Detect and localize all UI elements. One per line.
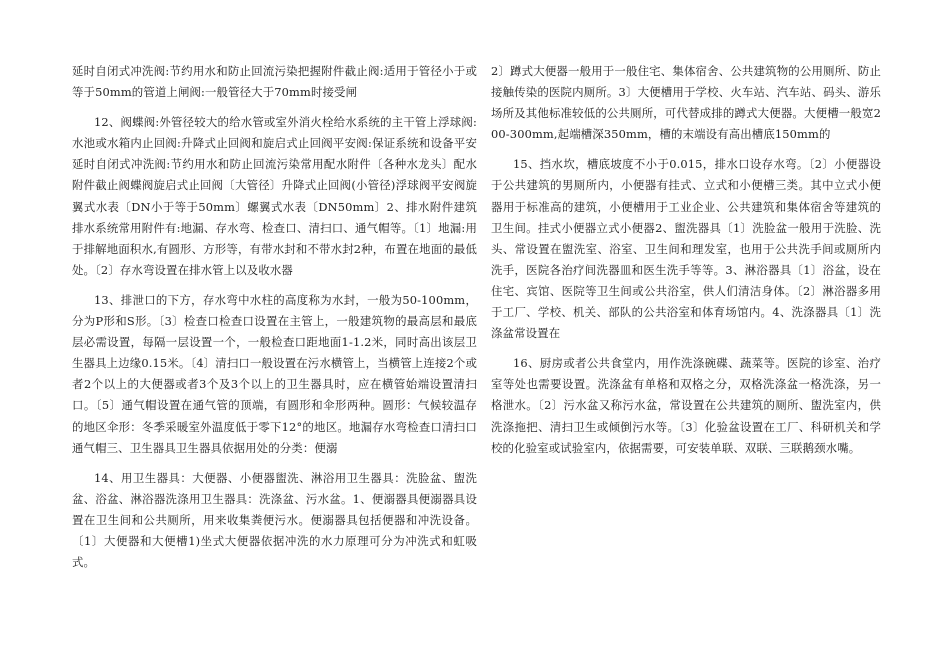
paragraph-16-sinks-basins: 16、厨房或者公共食堂内，用作洗涤碗碟、蔬菜等。医院的诊室、治疗室等处也需要设置。洗涤盆有单格和双格之分，双格洗涤盆一格洗涤，另一格泄水。〔2〕污水盆又称污水盆，常设置在公共建筑的厕所、盥洗室内，供洗涤拖把、清扫卫生或倾倒污水等。〔3〕化验盆设置在工厂、科研机关和学校的化验室或试验室内，依据需要，可安装单联、双联、三联鹅颈水嘴。 (491, 356, 881, 455)
left-column (72, 61, 477, 575)
paragraph-squat-toilet-trough: 2〕蹲式大便器一般用于一般住宅、集体宿舍、公共建筑物的公用厕所、防止接触传染的医院内厕所。3〕大便槽用于学校、火车站、汽车站、码头、游乐场所及其他标准较低的公共厕所，可代替成排的蹲式大便器。大便槽一般宽200-300mm,起端槽深350mm，槽的末端设有高出槽底150mm的 (491, 64, 881, 142)
paragraph-15-urinals-washing-fixtures: 15、挡水坎，槽底坡度不小于0.015，排水口设存水弯。〔2〕小便器设于公共建筑的男厕所内，小便器有挂式、立式和小便槽三类。其中立式小便器用于标准高的建筑，小便槽用于工业企业、公共建筑和集体宿舍等建筑的卫生间。挂式小便器立式小便器2、盥洗器具〔1〕洗脸盆一般用于洗脸、洗头、常设置在盥洗室、浴室、卫生间和理发室，也用于公共洗手间或厕所内洗手，医院各治疗间洗器皿和医生洗手等等。3、淋浴器具〔1〕浴盆，设在住宅、宾馆、医院等卫生间或公共浴室，供人们清洁身体。〔2〕淋浴器多用于工厂、学校、机关、部队的公共浴室和体育场馆内。4、洗涤器具〔1〕洗涤盆常设置在 (491, 157, 881, 341)
paragraph-12-valves-drain-fittings: 12、阀蝶阀:外管径较大的给水管或室外消火栓给水系统的主干管上浮球阀:水池或水箱内止回阀:升降式止回阀和旋启式止回阀平安阀:保证系统和设备平安延时自闭式冲洗阀:节约用水和防止回流污染常用配水附件〔各种水龙头〕配水附件截止阀蝶阀旋启式止回阀〔大管径〕升降式止回阀(小管径)浮球阀平安阀旋翼式水表〔DN小于等于50mm〕螺翼式水表〔DN50mm〕2、排水附件建筑排水系统常用附件有:地漏、存水弯、检查口、清扫口、通气帽等。〔1〕地漏:用于排解地面积水,有圆形、方形等，有带水封和不带水封2种，布置在地面的最低处。〔2〕存水弯设置在排水管上以及收水器 (72, 115, 477, 277)
paragraph-valve-continuation: 延时自闭式冲洗阀:节约用水和防止回流污染把握附件截止阀:适用于管径小于或等于50mm的管道上闸阀:一般管径大于70mm时接受闸 (72, 64, 477, 100)
paragraph-13-water-seal-cleanout: 13、排泄口的下方，存水弯中水柱的高度称为水封，一般为50-100mm，分为P形和S形。〔3〕检查口检查口设置在主管上，一般建筑物的最高层和最底层必需设置，每隔一层设置一个，一般检查口距地面1-1.2米，同时高出该层卫生器具上边缘0.15米。〔4〕清扫口一般设置在污水横管上，当横管上连接2个或者2个以上的大便器或者3个及3个以上的卫生器具时，应在横管始端设置清扫口。〔5〕通气帽设置在通气管的顶端，有圆形和伞形两种。圆形：气候较温存的地区伞形：冬季采暖室外温度低于零下12°的地区。地漏存水弯检查口清扫口通气帽三、卫生器具卫生器具依据用处的分类：便溺 (72, 292, 477, 455)
right-column (491, 61, 881, 461)
paragraph-14-sanitary-fixtures: 14、用卫生器具：大便器、小便器盥洗、淋浴用卫生器具：洗脸盆、盥洗盆、浴盆、淋浴器洗涤用卫生器具：洗涤盆、污水盆。1、便溺器具便溺器具设置在卫生间和公共厕所，用来收集粪便污水。便溺器具包括便器和冲洗设备。〔1〕大便器和大便槽1)坐式大便器依据冲洗的水力原理可分为冲洗式和虹吸式。 (72, 470, 477, 570)
